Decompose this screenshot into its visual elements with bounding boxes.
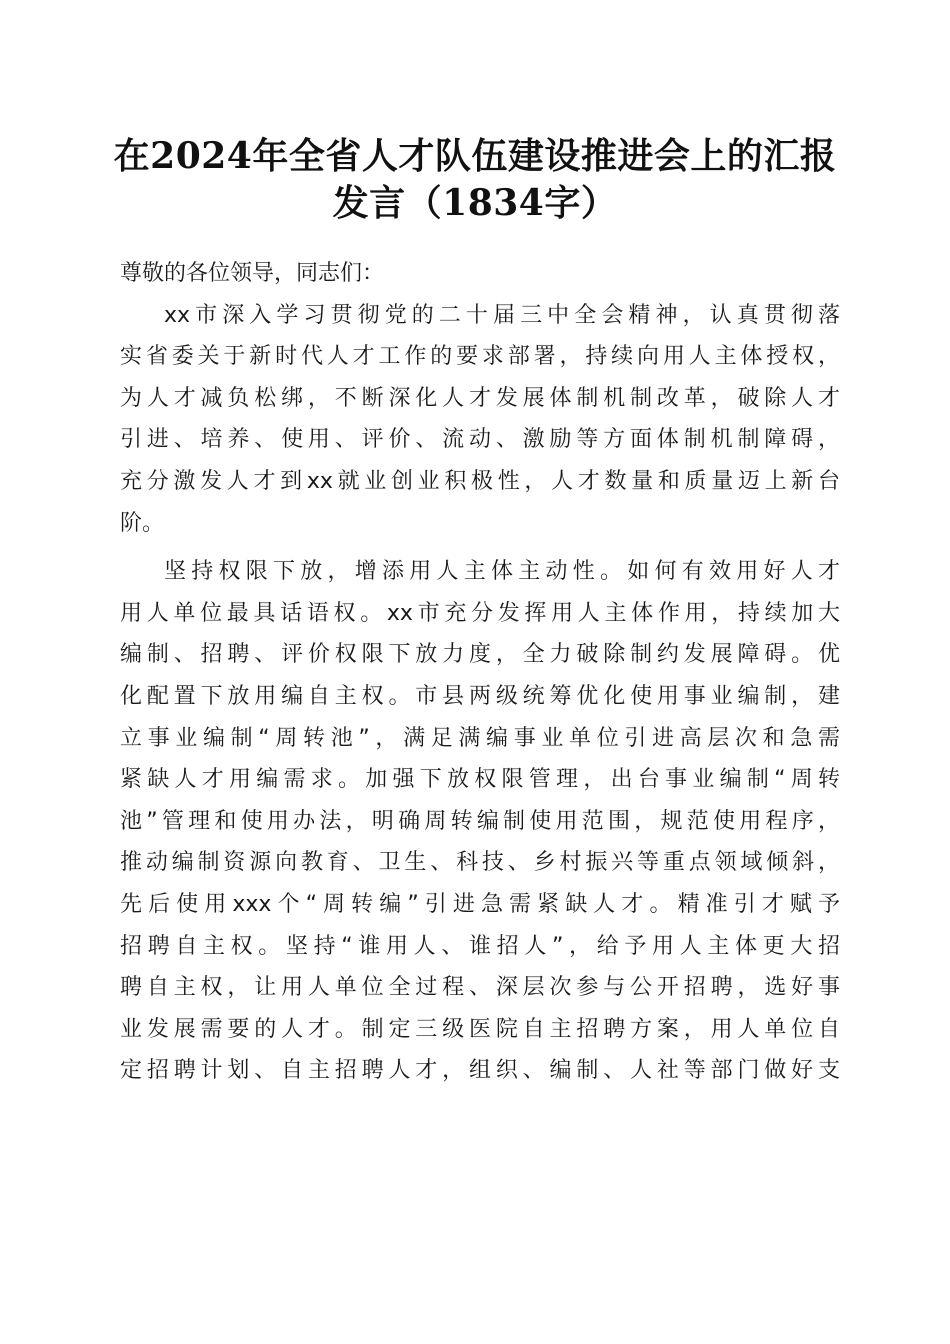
- paragraph-line: 定招聘计划、自主招聘人才，组织、编制、人社等部门做好支: [120, 1058, 840, 1084]
- paragraph-line: 池”管理和使用办法，明确周转编制使用范围，规范使用程序，: [120, 808, 840, 834]
- document-body: [120, 253, 840, 1092]
- paragraph-line: 充分激发人才到xx就业创业积极性，人才数量和质量迈上新台: [120, 468, 840, 494]
- paragraph-line: 推动编制资源向教育、卫生、科技、乡村振兴等重点领域倾斜，: [120, 850, 840, 876]
- paragraph-line: 编制、招聘、评价权限下放力度，全力破除制约发展障碍。优: [120, 642, 840, 668]
- paragraph-line: 坚持权限下放，增添用人主体主动性。如何有效用好人才: [164, 559, 840, 585]
- paragraph-1: [120, 295, 840, 545]
- paragraph-line: 业发展需要的人才。制定三级医院自主招聘方案，用人单位自: [120, 1016, 840, 1042]
- title-line-1: 在2024年全省人才队伍建设推进会上的汇报: [113, 135, 837, 177]
- paragraph-line: 实省委关于新时代人才工作的要求部署，持续向用人主体授权，: [120, 344, 840, 370]
- paragraph-line: 招聘自主权。坚持“谁用人、谁招人”，给予用人主体更大招: [120, 933, 840, 959]
- paragraph-line: xx市深入学习贯彻党的二十届三中全会精神，认真贯彻落: [164, 302, 840, 328]
- title-line-2: 发言（1834字）: [332, 182, 618, 224]
- paragraph-line: 引进、培养、使用、评价、流动、激励等方面体制机制障碍，: [120, 427, 840, 453]
- paragraph-line: 用人单位最具话语权。xx市充分发挥用人主体作用，持续加大: [120, 600, 840, 626]
- paragraph-line: 阶。: [120, 510, 165, 536]
- paragraph-line: 为人才减负松绑，不断深化人才发展体制机制改革，破除人才: [120, 385, 840, 411]
- paragraph-2: [120, 551, 840, 1092]
- paragraph-line: 先后使用xxx个“周转编”引进急需紧缺人才。精准引才赋予: [120, 891, 840, 917]
- salutation: 尊敬的各位领导，同志们：: [120, 261, 385, 286]
- paragraph-line: 紧缺人才用编需求。加强下放权限管理，出台事业编制“周转: [120, 767, 840, 793]
- paragraph-spacer: [120, 544, 840, 551]
- document-title: [100, 133, 850, 227]
- paragraph-line: 化配置下放用编自主权。市县两级统筹优化使用事业编制，建: [120, 683, 840, 709]
- paragraph-line: 聘自主权，让用人单位全过程、深层次参与公开招聘，选好事: [120, 975, 840, 1001]
- paragraph-line: 立事业编制“周转池”，满足满编事业单位引进高层次和急需: [120, 725, 840, 751]
